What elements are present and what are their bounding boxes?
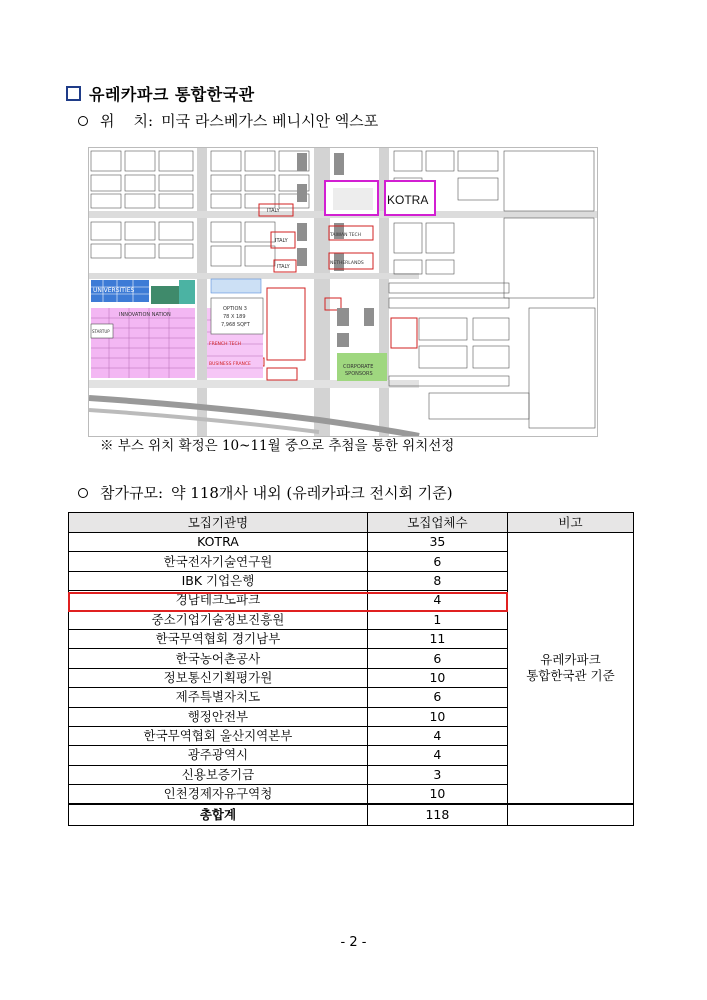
circle-bullet-icon xyxy=(78,116,88,126)
header-agency: 모집기관명 xyxy=(69,513,368,533)
header-count: 모집업체수 xyxy=(367,513,507,533)
agency-name: 한국농어촌공사 xyxy=(69,649,368,668)
section-heading xyxy=(66,80,255,106)
company-count: 35 xyxy=(367,533,507,552)
agency-name: 정보통신기획평가원 xyxy=(69,668,368,687)
section-title: 유레카파크 통합한국관 xyxy=(89,84,255,104)
agency-name: 신용보증기금 xyxy=(69,765,368,784)
company-count: 3 xyxy=(367,765,507,784)
agency-name: KOTRA xyxy=(69,533,368,552)
remark-cell xyxy=(507,533,633,805)
location-label: 위 치: xyxy=(100,112,154,130)
total-remark xyxy=(507,804,633,826)
agency-name: 한국전자기술연구원 xyxy=(69,552,368,571)
agency-name: IBK 기업은행 xyxy=(69,571,368,590)
company-count: 10 xyxy=(367,785,507,805)
agency-name: 제주특별자치도 xyxy=(69,688,368,707)
table-header-row xyxy=(69,513,634,533)
agency-name: 인천경제자유구역청 xyxy=(69,785,368,805)
scale-row xyxy=(78,482,453,503)
total-label: 총합계 xyxy=(69,804,368,826)
company-count: 8 xyxy=(367,571,507,590)
svg-text:UNIVERSITIES: UNIVERSITIES xyxy=(93,287,135,294)
header-remark: 비고 xyxy=(507,513,633,533)
company-count: 4 xyxy=(367,726,507,745)
svg-text:NETHERLANDS: NETHERLANDS xyxy=(330,261,364,266)
table-row xyxy=(69,533,634,552)
remark-line-2: 통합한국관 기준 xyxy=(526,668,615,684)
svg-text:ITALY: ITALY xyxy=(275,238,288,244)
scale-value: 약 118개사 내외 (유레카파크 전시회 기준) xyxy=(171,484,453,502)
agency-name: 행정안전부 xyxy=(69,707,368,726)
svg-text:7,968 SQFT: 7,968 SQFT xyxy=(221,322,250,328)
svg-text:ITALY: ITALY xyxy=(267,208,280,214)
company-count: 4 xyxy=(367,746,507,765)
svg-text:SPONSORS: SPONSORS xyxy=(345,371,373,377)
circle-bullet-icon xyxy=(78,488,88,498)
agency-name: 한국무역협회 울산지역본부 xyxy=(69,726,368,745)
svg-text:KOTRA: KOTRA xyxy=(387,193,429,207)
company-count: 11 xyxy=(367,629,507,648)
location-value: 미국 라스베가스 베니시안 엑스포 xyxy=(161,112,379,130)
svg-text:78 X 189: 78 X 189 xyxy=(223,314,246,320)
svg-text:TAIWAN TECH: TAIWAN TECH xyxy=(330,233,362,238)
svg-text:ITALY: ITALY xyxy=(277,264,290,270)
floor-plan-map xyxy=(88,147,598,437)
participants-table xyxy=(68,512,634,826)
agency-name: 경남테크노파크 xyxy=(69,591,368,610)
company-count: 6 xyxy=(367,552,507,571)
company-count: 4 xyxy=(367,591,507,610)
agency-name: 한국무역협회 경기남부 xyxy=(69,629,368,648)
svg-text:OPTION 3: OPTION 3 xyxy=(223,306,247,312)
checkbox-square-icon xyxy=(66,86,81,101)
total-value: 118 xyxy=(367,804,507,826)
scale-label: 참가규모: xyxy=(100,484,164,502)
booth-location-note: ※ 부스 위치 확정은 10~11월 중으로 추첨을 통한 위치선정 xyxy=(100,438,455,454)
company-count: 6 xyxy=(367,688,507,707)
remark-line-1: 유레카파크 xyxy=(540,652,601,668)
agency-name: 중소기업기술정보진흥원 xyxy=(69,610,368,629)
agency-name: 광주광역시 xyxy=(69,746,368,765)
company-count: 10 xyxy=(367,707,507,726)
company-count: 1 xyxy=(367,610,507,629)
svg-text:STARTUP: STARTUP xyxy=(92,329,110,334)
svg-text:FRENCH TECH: FRENCH TECH xyxy=(209,342,241,347)
company-count: 6 xyxy=(367,649,507,668)
location-row xyxy=(78,110,378,131)
page-number: - 2 - xyxy=(340,935,367,950)
company-count: 10 xyxy=(367,668,507,687)
floor-plan-svg xyxy=(89,148,597,436)
svg-text:BUSINESS FRANCE: BUSINESS FRANCE xyxy=(209,362,251,367)
svg-text:CORPORATE: CORPORATE xyxy=(343,364,374,370)
svg-text:INNOVATION NATION: INNOVATION NATION xyxy=(119,312,171,318)
table-total-row xyxy=(69,804,634,826)
